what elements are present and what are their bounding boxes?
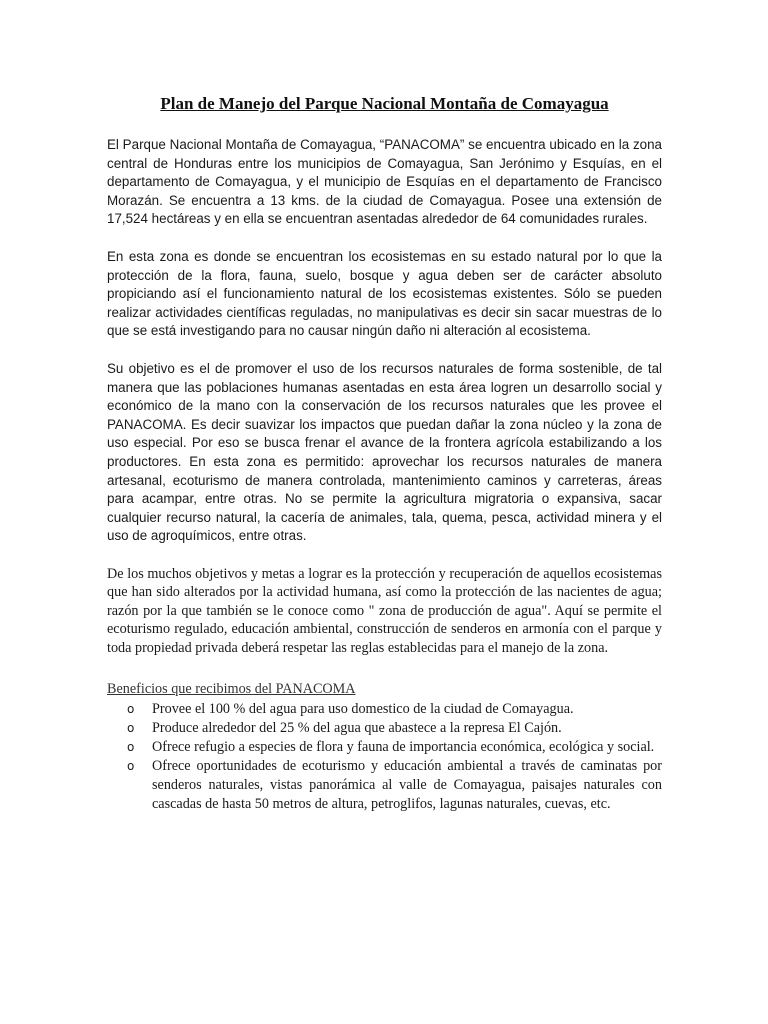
- benefits-list: [107, 700, 662, 814]
- list-item: [127, 738, 662, 757]
- paragraph-location: El Parque Nacional Montaña de Comayagua, “PANACOMA” se encuentra ubicado en la zona central de Honduras entre los municipios de Comayagua, San Jerónimo y Esquías, en el departamento de Comayagua, y el municipio de Esquías en el departamento de Francisco Morazán. Se encuentra a 13 kms. de la ciudad de Comayagua. Posee una extensión de 17,524 hectáreas y en ella se encuentran asentadas alrededor de 64 comunidades rurales.: [107, 137, 662, 227]
- list-item: [127, 757, 662, 814]
- bullet-icon: o: [127, 701, 135, 716]
- paragraph-ecosystems: En esta zona es donde se encuentran los ecosistemas en su estado natural por lo que la protección de la flora, fauna, suelo, bosque y agua deben ser de carácter absoluto propiciando así el funcionamiento natural de los ecosistemas existentes. Sólo se pueden realizar actividades científicas reguladas, no manipulativas es decir sin sacar muestras de lo que se está investigando para no causar ningún daño ni alteración al ecosistema.: [107, 248, 662, 339]
- paragraph-objective: Su objetivo es el de promover el uso de los recursos naturales de forma sostenible, de tal manera que las poblaciones humanas asentadas en esta área logren un desarrollo social y económico de la mano con la conservación de los recursos naturales que les provee el PANACOMA. Es decir suavizar los impactos que puedan dañar la zona núcleo y la zona de uso especial. Por eso se busca frenar el avance de la frontera agrícola estabilizando a los productores. En esta zona es permitido: aprovechar los recursos naturales de manera artesanal, ecoturismo de manera controlada, mantenimiento caminos y carreteras, áreas para acampar, entre otras. No se permite la agricultura migratoria o expansiva, sacar cualquier recurso natural, la cacería de animales, tala, quema, pesca, actividad minera y el uso de agroquímicos, entre otras.: [107, 360, 662, 544]
- benefits-heading: Beneficios que recibimos del PANACOMA: [107, 680, 356, 697]
- benefit-text: Provee el 100 % del agua para uso domestico de la ciudad de Comayagua.: [152, 700, 574, 717]
- benefit-text: Ofrece refugio a especies de flora y fauna de importancia económica, ecológica y social.: [152, 738, 655, 755]
- paragraph-goals: De los muchos objetivos y metas a lograr es la protección y recuperación de aquellos ecosistemas que han sido alterados por la actividad humana, así como la protección de las nacientes de agua; razón por la que también se le conoce como " zona de producción de agua". Aquí se permite el ecoturismo regulado, educación ambiental, construcción de senderos en armonía con el parque y toda propiedad privada deberá respetar las reglas establecidas para el manejo de la zona.: [107, 565, 662, 656]
- list-item: [127, 719, 662, 738]
- document-title: Plan de Manejo del Parque Nacional Montaña de Comayagua: [160, 94, 609, 113]
- benefit-text: Ofrece oportunidades de ecoturismo y educación ambiental a través de caminatas por senderos naturales, vistas panorámica al valle de Comayagua, paisajes naturales con cascadas de hasta 50 metros de altura, petroglifos, lagunas naturales, cuevas, etc.: [152, 757, 662, 812]
- benefit-text: Produce alrededor del 25 % del agua que abastece a la represa El Cajón.: [152, 719, 562, 736]
- bullet-icon: o: [127, 720, 135, 735]
- list-item: [127, 700, 662, 719]
- bullet-icon: o: [127, 739, 135, 754]
- bullet-icon: o: [127, 758, 135, 773]
